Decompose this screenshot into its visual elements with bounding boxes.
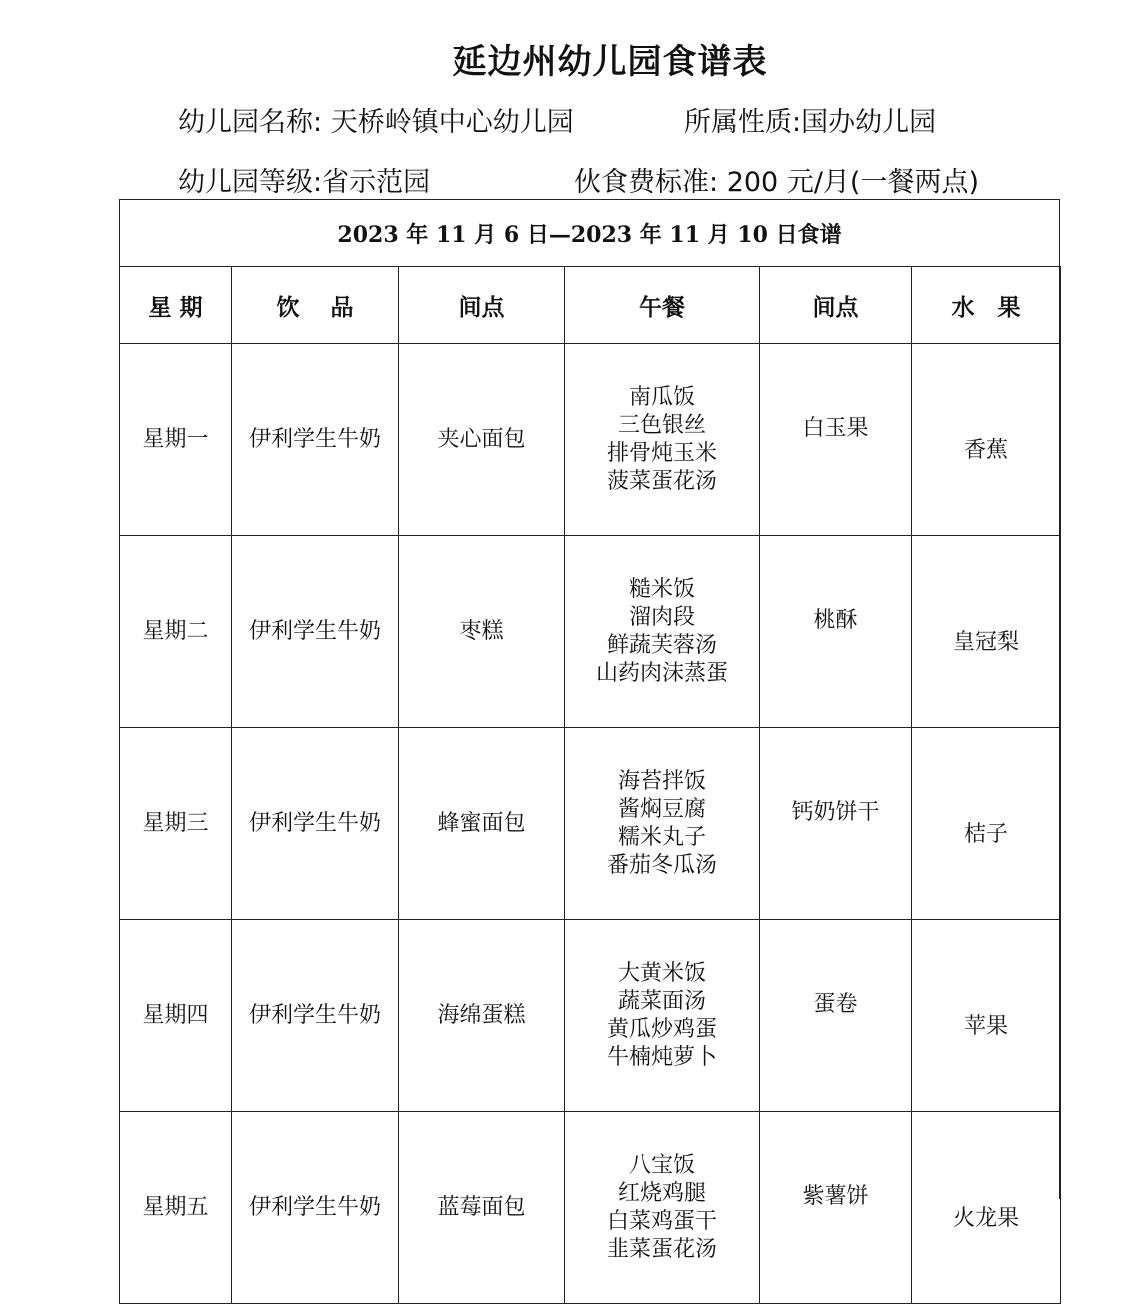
cell-snack-afternoon: 桃酥 (760, 536, 912, 728)
lunch-item: 牛楠炖萝卜 (606, 1044, 717, 1070)
lunch-item: 山药肉沫蒸蛋 (595, 660, 728, 686)
lunch-item: 蔬菜面汤 (617, 988, 706, 1014)
lunch-item: 韭菜蛋花汤 (606, 1236, 717, 1262)
cell-drink: 伊利学生牛奶 (232, 344, 399, 536)
cell-lunch (565, 728, 760, 920)
cell-drink: 伊利学生牛奶 (232, 1112, 399, 1304)
cell-snack-afternoon: 蛋卷 (760, 920, 912, 1112)
kindergarten-grade-value: 省示范园 (322, 167, 431, 198)
cell-snack-morning: 蜂蜜面包 (399, 728, 565, 920)
lunch-item: 糯米丸子 (617, 824, 706, 850)
kindergarten-grade (178, 160, 430, 199)
cell-day: 星期三 (120, 728, 232, 920)
cell-day: 星期四 (120, 920, 232, 1112)
cell-lunch (565, 536, 760, 728)
kindergarten-name-value: 天桥岭镇中心幼儿园 (330, 107, 574, 138)
table-row (120, 536, 1061, 728)
cell-drink: 伊利学生牛奶 (232, 920, 399, 1112)
lunch-item: 鲜蔬芙蓉汤 (606, 632, 717, 658)
page-title: 延边州幼儿园食谱表 (452, 42, 768, 82)
cell-day: 星期一 (120, 344, 232, 536)
lunch-item: 糙米饭 (628, 576, 695, 602)
menu-table-container (119, 199, 1060, 1262)
header-drink: 饮 品 (232, 267, 399, 344)
cell-fruit: 火龙果 (912, 1112, 1061, 1304)
header-snack-afternoon: 间点 (760, 267, 912, 344)
lunch-item: 排骨炖玉米 (606, 440, 717, 466)
cell-day: 星期二 (120, 536, 232, 728)
menu-date-range: 2023 年 11 月 6 日—2023 年 11 月 10 日食谱 (120, 200, 1059, 267)
cell-snack-morning: 蓝莓面包 (399, 1112, 565, 1304)
lunch-item: 白菜鸡蛋干 (606, 1208, 717, 1234)
lunch-item: 红烧鸡腿 (617, 1180, 706, 1206)
cell-drink: 伊利学生牛奶 (232, 536, 399, 728)
meal-fee-value: 200 元/月(一餐两点) (726, 167, 979, 198)
cell-snack-afternoon: 钙奶饼干 (760, 728, 912, 920)
kindergarten-name-label: 幼儿园名称: (178, 107, 323, 138)
kindergarten-name (178, 100, 574, 139)
table-row (120, 728, 1061, 920)
lunch-item: 番茄冬瓜汤 (606, 852, 717, 878)
lunch-item: 大黄米饭 (617, 960, 706, 986)
kindergarten-nature-label: 所属性质: (684, 107, 802, 138)
cell-fruit: 皇冠梨 (912, 536, 1061, 728)
cell-snack-morning: 夹心面包 (399, 344, 565, 536)
menu-header-row (120, 267, 1061, 344)
cell-snack-afternoon: 白玉果 (760, 344, 912, 536)
lunch-item: 菠菜蛋花汤 (606, 468, 717, 494)
cell-fruit: 香蕉 (912, 344, 1061, 536)
kindergarten-nature (684, 100, 936, 139)
menu-table (119, 266, 1061, 1304)
cell-snack-morning: 海绵蛋糕 (399, 920, 565, 1112)
meal-fee (574, 160, 979, 199)
table-row (120, 1112, 1061, 1304)
cell-drink: 伊利学生牛奶 (232, 728, 399, 920)
header-fruit: 水 果 (912, 267, 1061, 344)
lunch-item: 八宝饭 (628, 1152, 695, 1178)
kindergarten-grade-label: 幼儿园等级: (178, 167, 323, 198)
header-lunch: 午餐 (565, 267, 760, 344)
cell-snack-afternoon: 紫薯饼 (760, 1112, 912, 1304)
table-row (120, 344, 1061, 536)
lunch-item: 三色银丝 (617, 412, 706, 438)
cell-fruit: 苹果 (912, 920, 1061, 1112)
cell-day: 星期五 (120, 1112, 232, 1304)
meal-fee-label: 伙食费标准: (574, 167, 719, 198)
cell-lunch (565, 344, 760, 536)
cell-lunch (565, 920, 760, 1112)
lunch-item: 酱焖豆腐 (617, 796, 706, 822)
cell-lunch (565, 1112, 760, 1304)
cell-fruit: 桔子 (912, 728, 1061, 920)
lunch-item: 黄瓜炒鸡蛋 (606, 1016, 717, 1042)
cell-snack-morning: 枣糕 (399, 536, 565, 728)
lunch-item: 溜肉段 (628, 604, 695, 630)
table-row (120, 920, 1061, 1112)
header-snack-morning: 间点 (399, 267, 565, 344)
kindergarten-nature-value: 国办幼儿园 (801, 107, 937, 138)
header-day: 星 期 (120, 267, 232, 344)
lunch-item: 南瓜饭 (628, 384, 695, 410)
lunch-item: 海苔拌饭 (617, 768, 706, 794)
